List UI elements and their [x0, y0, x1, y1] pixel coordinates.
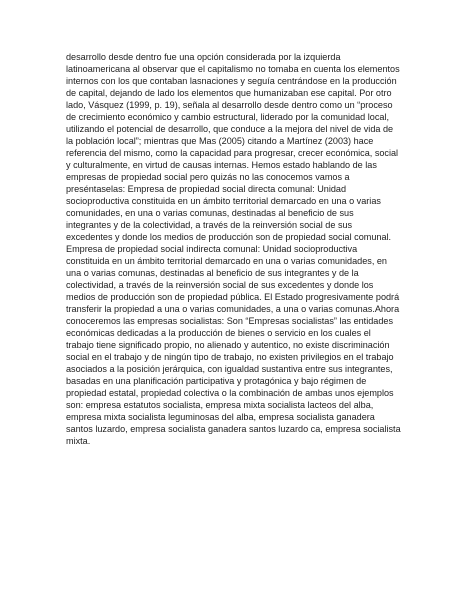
text-line: internos con los que contaban lasnaciones y seguía centrándose en la producción: [66, 76, 397, 86]
text-line: de capital, dejando de lado los elementos que humanizaban ese capital. Por otro: [66, 88, 392, 98]
text-line: empresa mixta socialista leguminosas del alba, empresa socialista ganadera: [66, 412, 375, 422]
text-line: asociados a la posición jerárquica, con igualdad sustantiva entre sus integrantes,: [66, 364, 393, 374]
text-line: colectividad, a través de la reinversión social de sus excedentes y donde los: [66, 280, 374, 290]
text-line: la población local”; mientras que Mas (2005) citando a Martínez (2003) hace: [66, 136, 374, 146]
text-line: propiedad estatal, propiedad colectiva o la combinación de ambas unos ejemplos: [66, 388, 394, 398]
text-line: conoceremos las empresas socialistas: Son “Empresas socialistas” las entidades: [66, 316, 394, 326]
text-line: empresas de propiedad social pero quizás no las conocemos vamos a: [66, 172, 350, 182]
text-line: trabajo tiene significado propio, no alienado y autentico, no existe discriminación: [66, 340, 390, 350]
text-line: son: empresa estatutos socialista, empresa mixta socialista lacteos del alba,: [66, 400, 374, 410]
text-line: latinoamericana al observar que el capitalismo no tomaba en cuenta los elementos: [66, 64, 400, 74]
text-line: una o varias comunas, destinadas al beneficio de sus integrantes y de la: [66, 268, 359, 278]
text-line: económicas dedicadas a la producción de bienes o servicio en los cuales el: [66, 328, 371, 338]
text-line: de crecimiento económico y cambio estructural, liderado por la comunidad local,: [66, 112, 389, 122]
text-line: y culturalmente, en virtud de causas internas. Hemos estado hablando de las: [66, 160, 377, 170]
text-line: referencia del mismo, como la capacidad para progresar, crecer económica, social: [66, 148, 399, 158]
text-line: excedentes y donde los medios de producción son de propiedad social comunal.: [66, 232, 392, 242]
body-text: [66, 51, 411, 447]
text-line: preséntaselas: Empresa de propiedad social directa comunal: Unidad: [66, 184, 347, 194]
text-line: comunidades, en una o varias comunas, destinadas al beneficio de sus: [66, 208, 354, 218]
text-line: mixta.: [66, 436, 91, 446]
text-line: desarrollo desde dentro fue una opción considerada por la izquierda: [66, 52, 341, 62]
text-line: integrantes y de la colectividad, a través de la reinversión social de sus: [66, 220, 353, 230]
text-line: transferir la propiedad a una o varias comunidades, a una o varias comunas.Ahora: [66, 304, 400, 314]
text-line: basadas en una planificación participativa y protagónica y bajo régimen de: [66, 376, 367, 386]
text-line: constituida en un ámbito territorial demarcado en una o varias comunidades, en: [66, 256, 387, 266]
text-line: Empresa de propiedad social indirecta comunal: Unidad socioproductiva: [66, 244, 358, 254]
text-line: utilizando el potencial de desarrollo, que conduce a la mejora del nivel de vida de: [66, 124, 394, 134]
text-line: medios de producción son de propiedad pública. El Estado progresivamente podrá: [66, 292, 400, 302]
text-line: socioproductiva constituida en un ámbito territorial demarcado en una o varias: [66, 196, 381, 206]
text-line: lado, Vásquez (1999, p. 19), señala al desarrollo desde dentro como un “proceso: [66, 100, 393, 110]
text-line: santos luzardo, empresa socialista ganadera santos luzardo ca, empresa socialista: [66, 424, 401, 434]
text-line: social en el trabajo y de ningún tipo de trabajo, no existen privilegios en el trabajo: [66, 352, 394, 362]
